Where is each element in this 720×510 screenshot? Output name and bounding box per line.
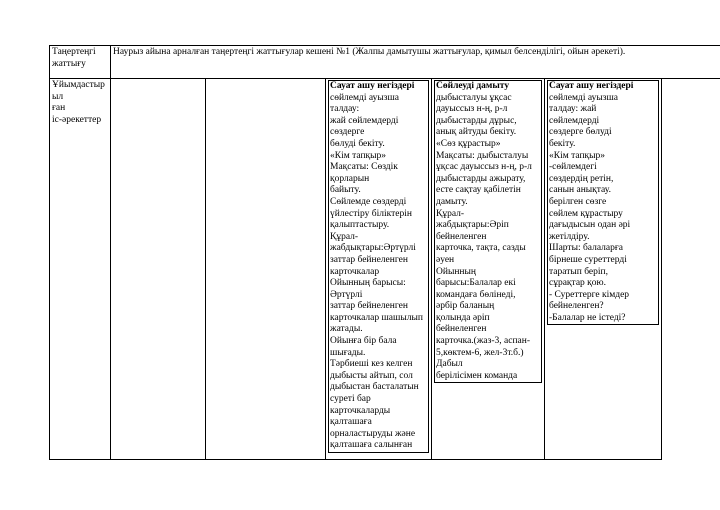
morning-exercise-label: Таңертеңгі жаттығу [50,46,111,79]
activity-text-line: жай сөйлемдерді сөздерге [330,115,399,138]
literacy-activity-title-2: Сауат ашу негіздері [549,81,634,91]
activity-text-line: жатады. [330,324,363,335]
activity-text-line: есте сақтау қабілетін [436,185,521,196]
activity-text-line: Сөйлемде сөздерді [330,196,407,207]
activity-text-line: 5,көктем-6, жел-3т.б.) [436,347,524,358]
organized-activities-row [50,79,720,460]
activity-text-line: Шарты: балаларға [549,243,623,254]
label-line: іс-әрекеттер [52,114,102,125]
activity-text-line: сөйлемді ауызша талдау: [330,92,400,115]
activity-text-line: жабдықтары:Әріп [436,220,509,231]
literacy-activity-block-2 [547,80,659,325]
activity-text-line: әрбір баланың [436,301,495,312]
activity-text-line: анық айтуды бекіту. [436,127,517,138]
activity-text-line: Мақсаты: Сөздік қорларын [330,162,398,184]
daily-plan-table [49,45,720,460]
activity-text-line: -сөйлемдегі [549,162,597,173]
activity-text-line: берілісімен команда [436,370,518,381]
literacy-activity-title: Сауат ашу негіздері [330,81,415,91]
activity-text-line: Ойынға бір бала шығады. [330,336,397,358]
activity-text-line: бекіту. [549,138,576,149]
morning-exercise-description: Наурыз айына арналған таңертеңгі жаттығулар кешені №1 (Жалпы дамытушы жаттығулар, қимыл белсенділігі, ойын әрекеті). [111,46,720,79]
activity-text-line: Дабыл [436,359,463,370]
thursday-cell [432,79,545,460]
activity-text-line: жетілдіру. [549,231,590,242]
activity-text-line: бейнеленген? [549,301,604,312]
activity-text-line: орналастыруды және [330,428,416,439]
activity-text-line: Құрал- [330,231,359,242]
activity-text-line: карточка.(жаз-3, аспан- [436,336,531,347]
activity-text-line: Ойынның барысы: Әртүрлі [330,278,406,300]
activity-text-line: санын анықтау. [549,185,611,196]
activity-text-line: әуен [436,254,455,265]
activity-text-line: сұрақтар қою. [549,278,606,289]
organized-activities-label [50,79,111,460]
activity-text-line: қалташаға салынған [330,440,413,451]
activity-text-line: сөздердің ретін, [549,173,614,184]
activity-text-line: «Кім тапқыр» [330,150,387,161]
activity-text-line: «Сөз құрастыр» [436,138,501,149]
activity-text-line: бейнеленген [436,231,487,242]
speech-activity-title: Сөйлеуді дамыту [436,81,510,91]
activity-text-line: үйлестіру біліктерін [330,208,412,219]
wednesday-cell [326,79,432,460]
activity-text-line: Тәрбиеші кез келген [330,359,413,370]
literacy-activity-block [328,80,429,453]
activity-text-line: сөйлем құрастыру [549,208,623,219]
activity-text-line: - Суреттерге кімдер [549,289,630,300]
activity-text-line: Ойынның [436,266,476,277]
activity-text-line: жабдықтары:Әртүрлі [330,243,416,254]
activity-text-line: сөйлемдерді [549,115,600,126]
activity-text-line: ұқсас дауыссыз н-ң, р-л [436,162,532,173]
label-line: ған [52,103,66,114]
activity-text-line: карточкалар [330,266,380,277]
activity-text-line: дыбысты айтып, сол [330,370,413,381]
activity-text-line: қалыптастыру. [330,220,390,231]
activity-text-line: дыбыстан басталатын [330,382,419,393]
activity-text-line: -Балалар не істеді? [549,312,626,323]
activity-text-line: дыбыстарды дұрыс, [436,115,517,126]
activity-text-line: суреті бар карточкаларды [330,394,391,416]
activity-text-line: бөлуді бекіту. [330,138,385,149]
activity-text-line: карточкалар шашылып [330,312,423,323]
label-line: Ұйымдастыр [52,80,105,90]
activity-text-line: Құрал- [436,208,465,219]
activity-text-line: барысы:Балалар екі [436,278,516,289]
activity-text-line: заттар бейнеленген [330,301,408,312]
activity-text-line: талдау: жай [549,104,597,115]
activity-text-line: берілген сөзге [549,196,607,207]
activity-text-line: «Кім тапқыр» [549,150,606,161]
activity-text-line: дыбыстарды ажырату, [436,173,526,184]
activity-text-line: бейнеленген [436,324,487,335]
activity-text-line: командаға бөлінеді, [436,289,516,300]
morning-exercise-row [50,46,720,79]
activity-text-line: заттар бейнеленген [330,254,408,265]
activity-text-line: қолында әріп [436,312,490,323]
speech-activity-block [434,80,542,383]
activity-text-line: байыту. [330,185,361,196]
label-line: ыл [52,91,64,102]
activity-text-line: дамыту. [436,196,468,207]
monday-cell [111,79,206,460]
friday-cell [545,79,662,460]
activity-text-line: дыбысталуы ұқсас [436,92,512,103]
activity-text-line: бірнеше суреттерді [549,254,627,265]
activity-text-line: Мақсаты: дыбысталуы [436,150,529,161]
activity-text-line: таратып беріп, [549,266,608,277]
tuesday-cell [206,79,326,460]
activity-text-line: дауыссыз н-ң, р-л [436,104,508,115]
activity-text-line: карточка, тақта, сазды [436,243,526,254]
activity-text-line: қалташаға [330,417,372,428]
activity-text-line: сөйлемді ауызша [549,92,619,103]
activity-text-line: дағыдысын одан әрі [549,220,631,231]
activity-text-line: сөздерге бөлуді [549,127,612,138]
